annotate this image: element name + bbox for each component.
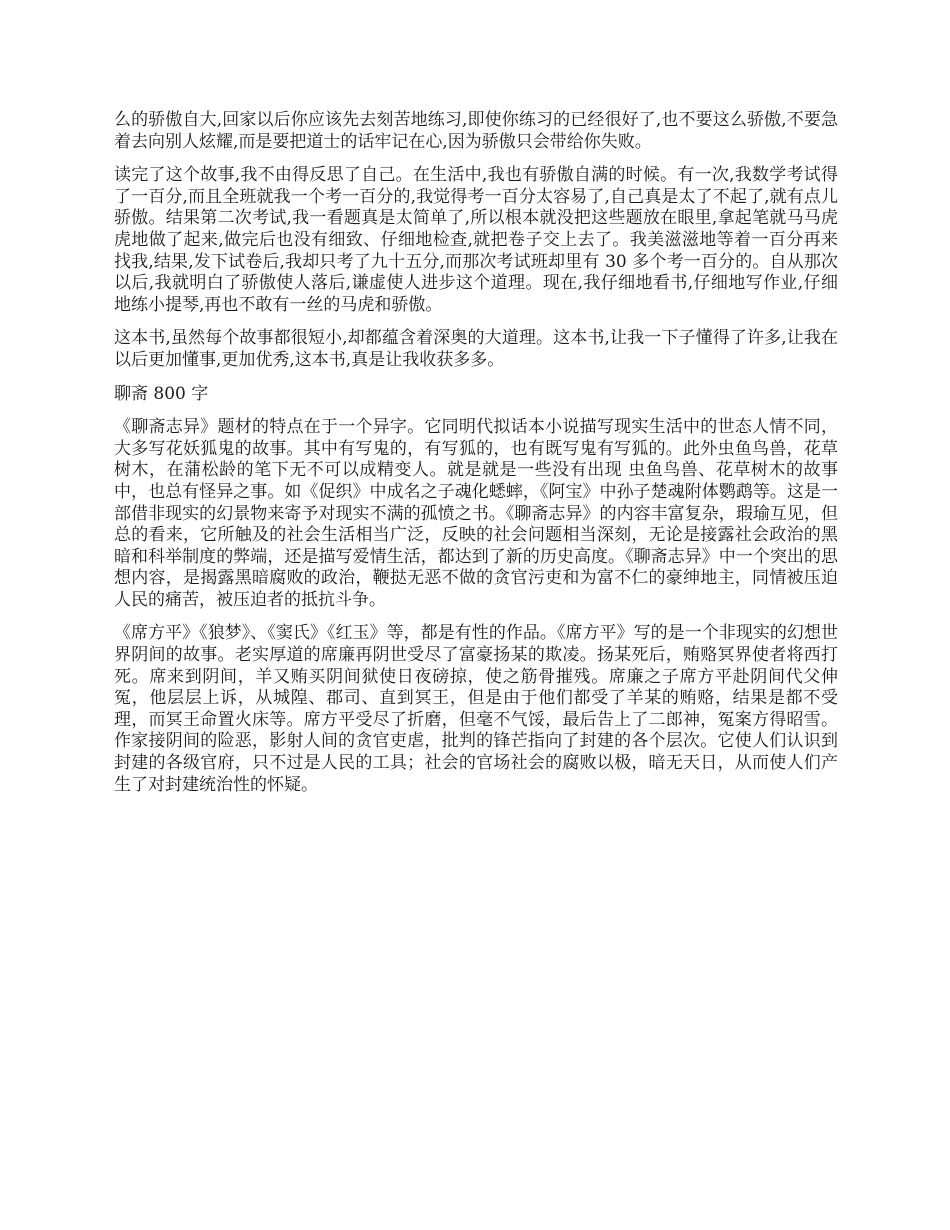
section-heading: 聊斋 800 字 (114, 383, 209, 404)
paragraph-2: 读完了这个故事,我不由得反思了自己。在生活中,我也有骄傲自满的时候。有一次,我数学考试得了一百分,而且全班就我一个考一百分的,我觉得考一百分太容易了,自己真是太了不起了,就有点儿骄傲。结果第二次考试,我一看题真是太简单了,所以根本就没把这些题放在眼里,拿起笔就马马虎虎地做了起来,做完后也没有细致、仔细地检查,就把卷子交上去了。我美滋滋地等着一百分再来找我,结果,发下试卷后,我却只考了九十五分,而那次考试班却里有 30 多个考一百分的。自从那次以后,我就明白了骄傲使人落后,谦虚使人进步这个道理。现在,我仔细地看书,仔细地写作业,仔细地练小提琴,再也不敢有一丝的马虎和骄傲。 (114, 165, 838, 315)
document-body (114, 110, 838, 808)
paragraph-3: 这本书,虽然每个故事都很短小,却都蕴含着深奥的大道理。这本书,让我一下子懂得了许多,让我在以后更加懂事,更加优秀,这本书,真是让我收获多多。 (114, 328, 838, 370)
paragraph-4: 《聊斋志异》题材的特点在于一个异字。它同明代拟话本小说描写现实生活中的世态人情不同，大多写花妖狐鬼的故事。其中有写鬼的，有写狐的，也有既写鬼有写狐的。此外虫鱼鸟兽，花草树木，在蒲松龄的笔下无不可以成精变人。就是就是一些没有出现 虫鱼鸟兽、花草树木的故事中，也总有怪异之事。如《促织》中成名之子魂化蟋蟀，《阿宝》中孙子楚魂附体鹦鹉等。这是一部借非现实的幻景物来寄予对现实不满的孤愤之书。《聊斋志异》的内容丰富复杂，瑕瑜互见，但总的看来，它所触及的社会生活相当广泛，反映的社会问题相当深刻，无论是接露社会政治的黑暗和科举制度的弊端，还是描写爱情生活，都达到了新的历史高度。《聊斋志异》中一个突出的思想内容，是揭露黑暗腐败的政治，鞭挞无恶不做的贪官污吏和为富不仁的豪绅地主，同情被压迫人民的痛苦，被压迫者的抵抗斗争。 (114, 417, 838, 610)
paragraph-5: 《席方平》《狼梦》、《窦氏》《红玉》等，都是有性的作品。《席方平》写的是一个非现实的幻想世界阴间的故事。老实厚道的席廉再阴世受尽了富豪扬某的欺凌。扬某死后，贿赂冥界使者将西打死。席来到阴间，羊又贿买阴间狱使日夜磅掠，使之筋骨摧残。席廉之子席方平赴阴间代父伸冤，他层层上诉，从城隍、郡司、直到冥王，但是由于他们都受了羊某的贿赂，结果是都不受理，而冥王命置火床等。席方平受尽了折磨，但毫不气馁，最后告上了二郎神，冤案方得昭雪。作家接阴间的险恶，影射人间的贪官吏虐，批判的锋芒指向了封建的各个层次。它使人们认识到封建的各级官府，只不过是人民的工具；社会的官场社会的腐败以极，暗无天日，从而使人们产生了对封建统治性的怀疑。 (114, 623, 838, 795)
paragraph-1: 么的骄傲自大,回家以后你应该先去刻苦地练习,即使你练习的已经很好了,也不要这么骄傲,不要急着去向别人炫耀,而是要把道士的话牢记在心,因为骄傲只会带给你失败。 (114, 110, 838, 152)
